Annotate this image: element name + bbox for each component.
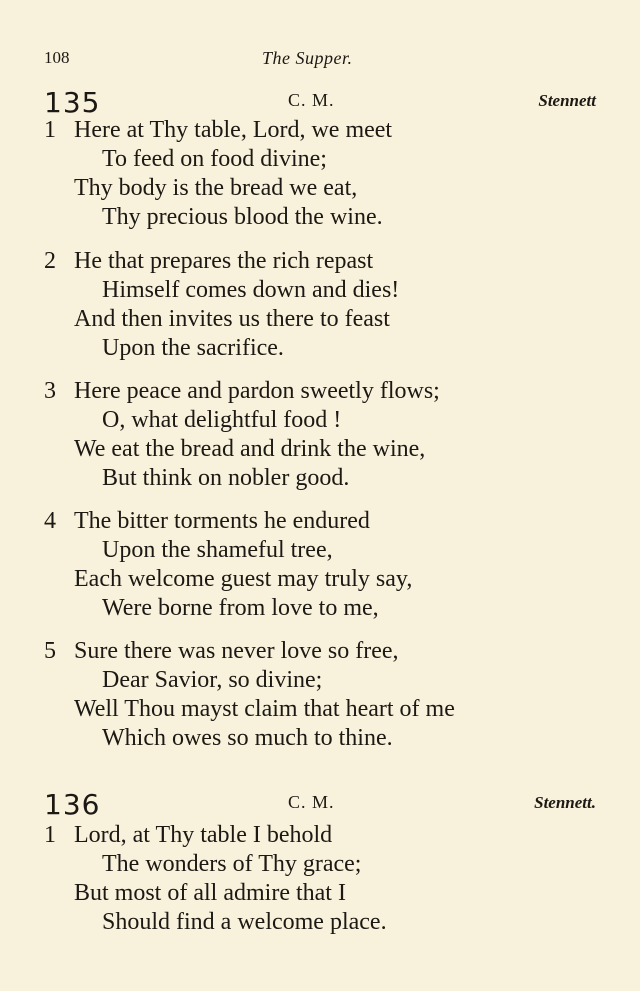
verse-line: To feed on food divine; [102, 146, 327, 172]
verse-line: Should find a welcome place. [102, 909, 387, 935]
hymn-number: 135 [44, 86, 101, 119]
verse-line: Upon the shameful tree, [102, 537, 333, 563]
hymn-136-header [44, 788, 596, 821]
stanza-number: 1 [44, 822, 56, 848]
hymn-author: Stennett. [534, 793, 596, 812]
verse-line: The bitter torments he endured [74, 508, 370, 534]
verse-line: Each welcome guest may truly say, [74, 566, 413, 592]
verse-line: Lord, at Thy table I behold [74, 822, 333, 848]
verse-line: Thy precious blood the wine. [102, 204, 383, 230]
stanza-number: 1 [44, 117, 56, 143]
hymn-meter: C. M. [288, 792, 335, 812]
verse-line: But most of all admire that I [74, 880, 346, 906]
verse-line: Well Thou mayst claim that heart of me [74, 696, 455, 722]
stanza-number: 2 [44, 248, 56, 274]
verse-line: O, what delightful food ! [102, 407, 342, 433]
verse-line: Here peace and pardon sweetly flows; [74, 378, 440, 404]
verse-line: Thy body is the bread we eat, [74, 175, 358, 201]
verse-line: We eat the bread and drink the wine, [74, 436, 426, 462]
verse-line: He that prepares the rich repast [74, 248, 374, 274]
stanza-number: 4 [44, 508, 56, 534]
verse-line: The wonders of Thy grace; [102, 851, 362, 877]
verse-line: Here at Thy table, Lord, we meet [74, 117, 393, 143]
page-number: 108 [44, 48, 70, 67]
stanza-number: 3 [44, 378, 56, 404]
verse-line: And then invites us there to feast [74, 306, 390, 332]
verse-line: Upon the sacrifice. [102, 335, 284, 361]
verse-line: But think on nobler good. [102, 465, 350, 491]
running-title: The Supper. [262, 48, 353, 68]
hymn-135-header [44, 86, 596, 119]
stanza-number: 5 [44, 638, 56, 664]
hymn-meter: C. M. [288, 90, 335, 110]
verse-line: Himself comes down and dies! [102, 277, 400, 303]
verse-line: Which owes so much to thine. [102, 725, 393, 751]
hymn-number: 136 [44, 788, 101, 821]
verse-line: Were borne from love to me, [102, 595, 379, 621]
verse-line: Sure there was never love so free, [74, 638, 399, 664]
hymn-author: Stennett [538, 91, 596, 110]
verse-line: Dear Savior, so divine; [102, 667, 323, 693]
